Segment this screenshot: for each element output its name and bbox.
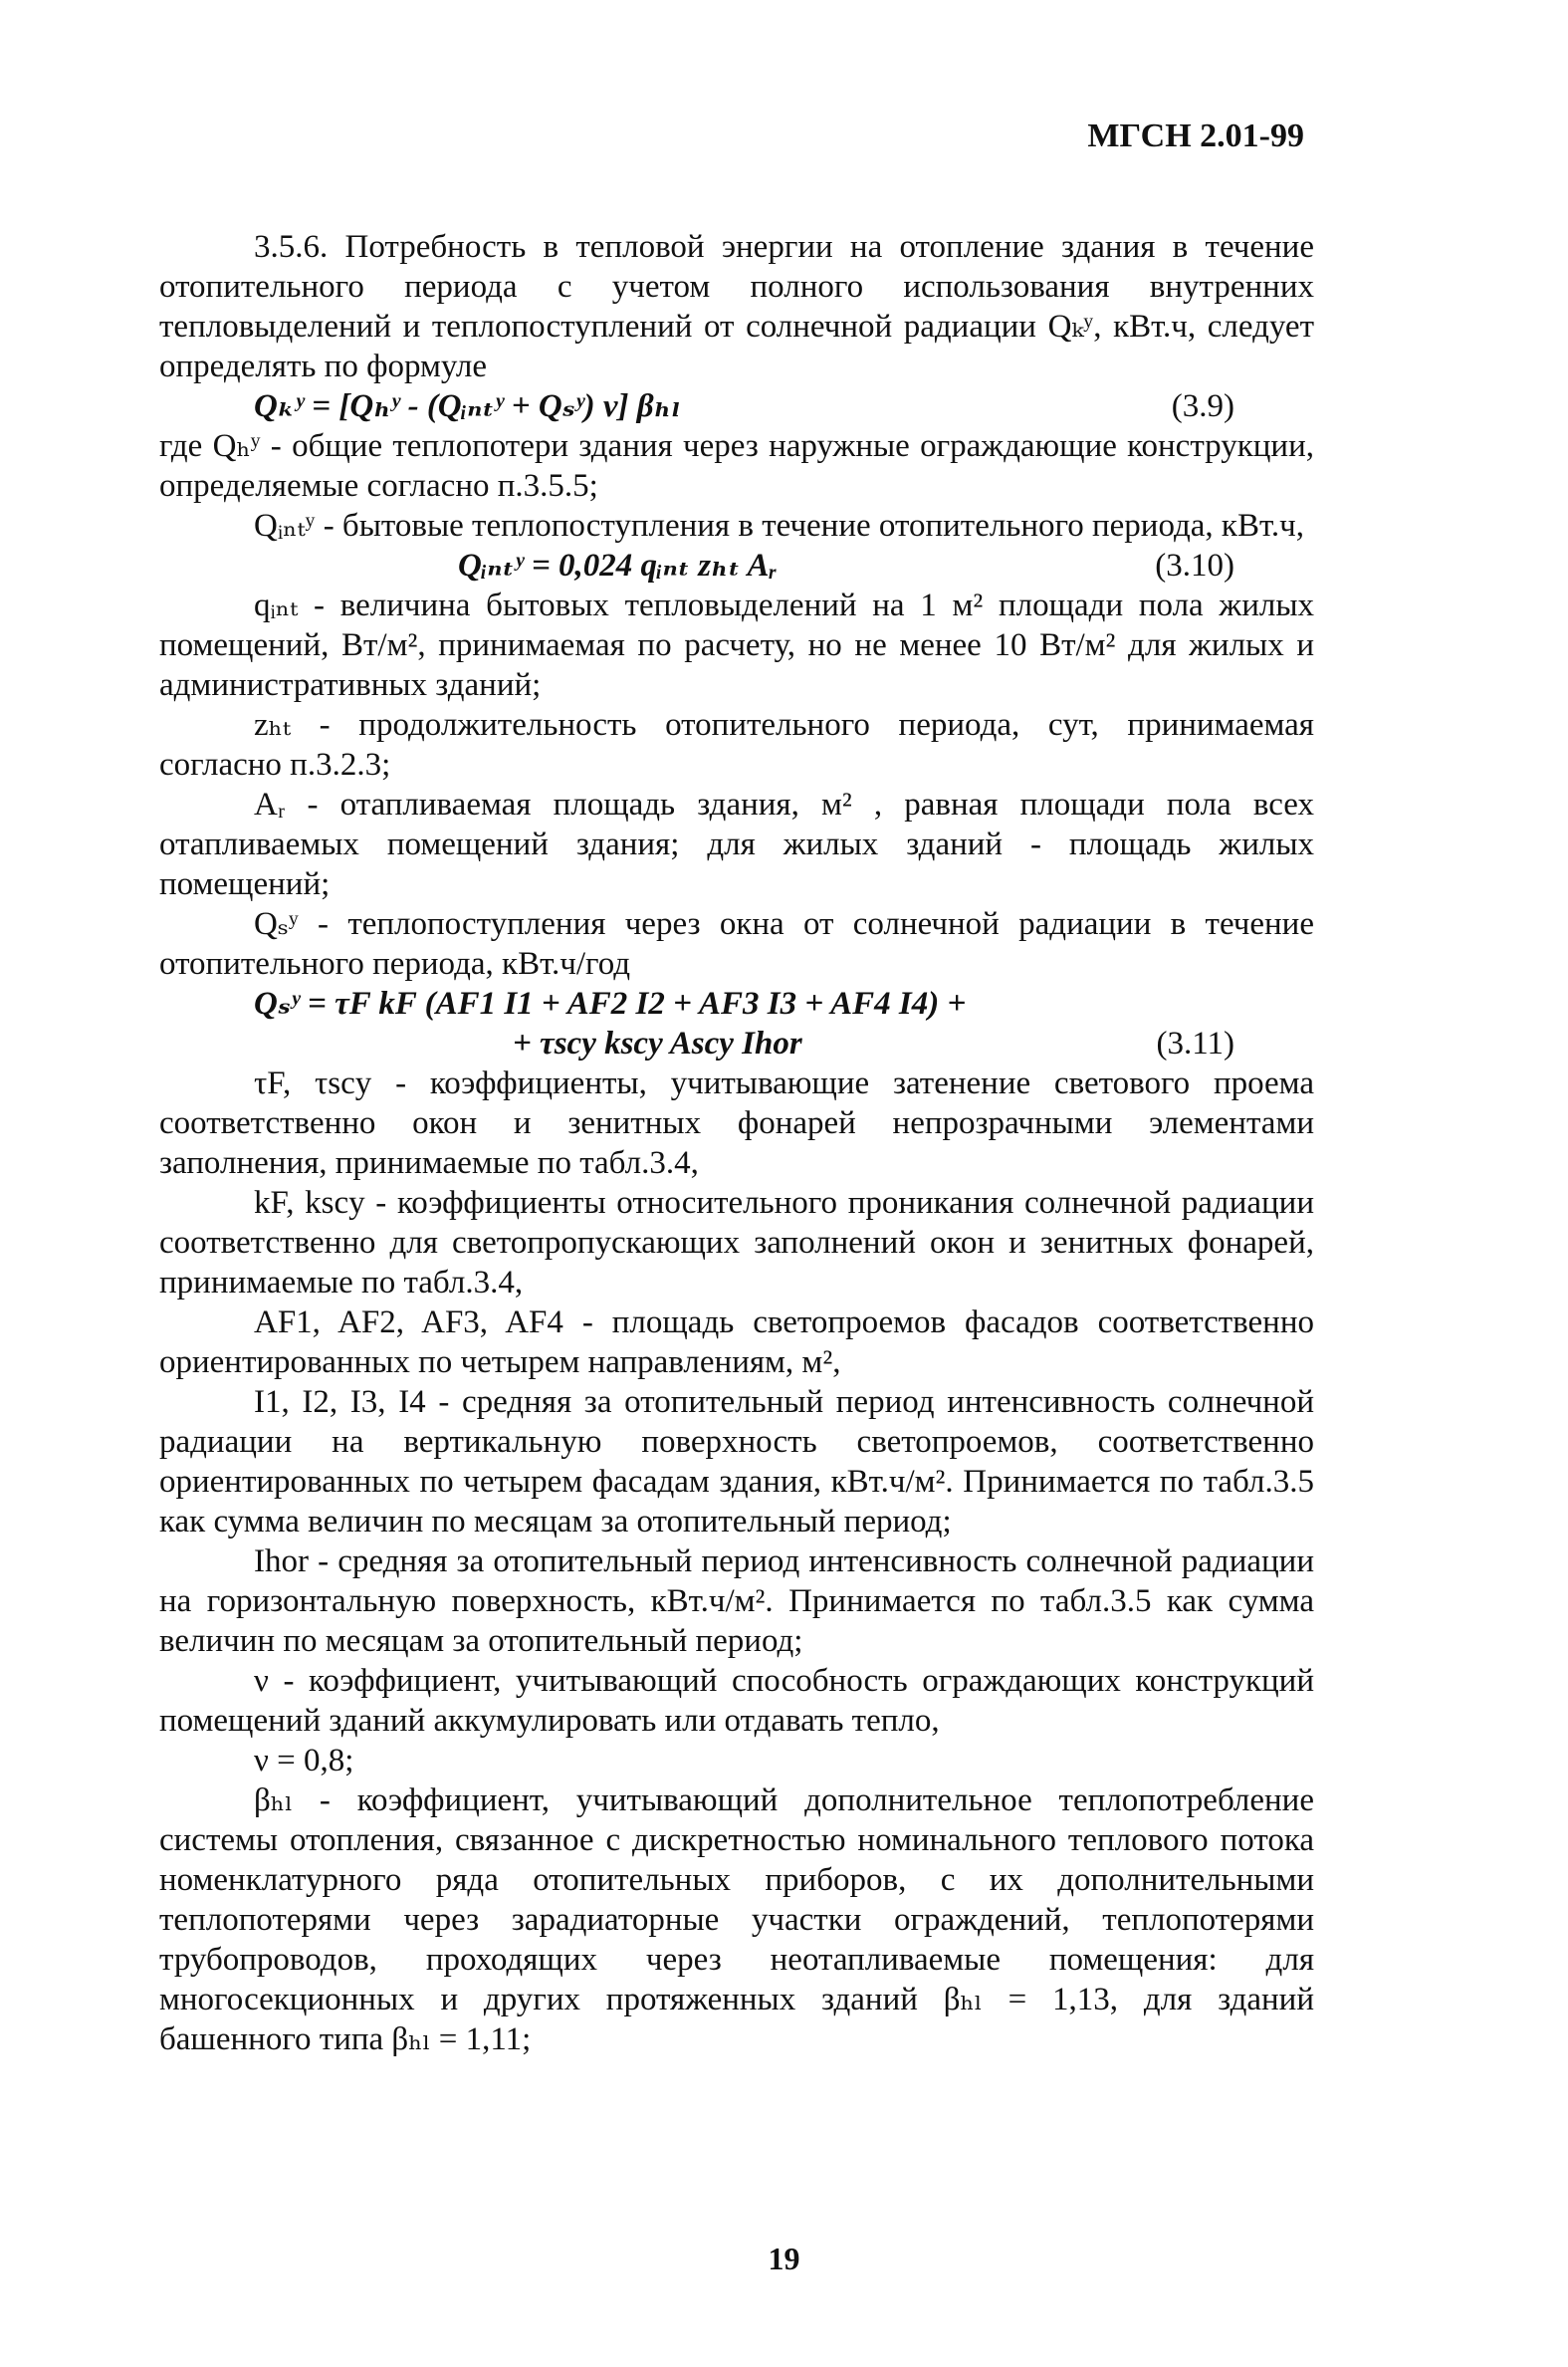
definition-q-h: где Qₕʸ - общие теплопотери здания через наружные ограждающие конструкции, определяемые согласно п.3.5.5; bbox=[159, 428, 1314, 504]
paragraph-3-5-6: 3.5.6. Потребность в тепловой энергии на отопление здания в течение отопительного периода с учетом полного использования внутренних тепловыделений и теплопоступлений от солнечной радиации Qₖʸ, кВт.ч, следует определять по формуле bbox=[159, 229, 1314, 384]
page-number: 19 bbox=[768, 2241, 800, 2276]
definition-i-hor: Ihor - средняя за отопительный период интенсивность солнечной радиации на горизонтальную поверхность, кВт.ч/м². Принимается по табл.3.5 как сумма величин по месяцам за отопительный период; bbox=[159, 1543, 1314, 1659]
definition-nu: ν - коэффициент, учитывающий способность ограждающих конструкций помещений зданий аккумулировать или отдавать тепло, bbox=[159, 1663, 1314, 1739]
formula-3-10 bbox=[159, 546, 1314, 586]
definition-q-int: Qᵢₙₜʸ - бытовые теплопоступления в течение отопительного периода, кВт.ч, bbox=[254, 508, 1305, 544]
definition-q-int-heat: qᵢₙₜ - величина бытовых тепловыделений на 1 м² площади пола жилых помещений, Вт/м², принимаемая по расчету, но не менее 10 Вт/м² для жилых и административных зданий; bbox=[159, 588, 1314, 703]
definition-z-ht: zₕₜ - продолжительность отопительного периода, сут, принимаемая согласно п.3.2.3; bbox=[159, 707, 1314, 783]
equation-number: (3.11) bbox=[1156, 1026, 1234, 1062]
definition-a-f: AF1, AF2, AF3, AF4 - площадь светопроемов фасадов соответственно ориентированных по четырем направлениям, м², bbox=[159, 1304, 1314, 1380]
formula-3-9 bbox=[159, 386, 1314, 426]
formula-3-11-line-2 bbox=[159, 1024, 1314, 1064]
equation-number: (3.9) bbox=[1171, 388, 1234, 424]
definition-k: kF, kscy - коэффициенты относительного проникания солнечной радиации соответственно для светопропускающих заполнений окон и зенитных фонарей, принимаемые по табл.3.4, bbox=[159, 1185, 1314, 1301]
value-nu: ν = 0,8; bbox=[254, 1743, 354, 1778]
definition-a-r: Aᵣ - отапливаемая площадь здания, м² , равная площади пола всех отапливаемых помещений здания; для жилых зданий - площадь жилых помещений; bbox=[159, 787, 1314, 902]
definition-beta-hl: βₕₗ - коэффициент, учитывающий дополнительное теплопотребление системы отопления, связанное с дискретностью номинального теплового потока номенклатурного ряда отопительных приборов, с их дополнительными теплопотерями через зарадиаторные участки ограждений, теплопотерями трубопроводов, проходящих через неотапливаемые помещения: для многосекционных и других протяженных зданий βₕₗ = 1,13, для зданий башенного типа βₕₗ = 1,11; bbox=[159, 1782, 1314, 2057]
definition-q-s: Qₛʸ - теплопоступления через окна от солнечной радиации в течение отопительного периода, кВт.ч/год bbox=[159, 906, 1314, 982]
formula-expression: Qₛʸ = τF kF (AF1 I1 + AF2 I2 + AF3 I3 + AF4 I4) + bbox=[254, 986, 967, 1022]
document-code-header: МГСН 2.01-99 bbox=[1087, 118, 1304, 154]
definition-i: I1, I2, I3, I4 - средняя за отопительный период интенсивность солнечной радиации на вертикальную поверхность светопроемов, соответственно ориентированных по четырем фасадам здания, кВт.ч/м². Принимается по табл.3.5 как сумма величин по месяцам за отопительный период; bbox=[159, 1384, 1314, 1539]
formula-expression: Qᵢₙₜʸ = 0,024 qᵢₙₜ zₕₜ Aᵣ bbox=[458, 548, 777, 584]
formula-3-11-line-1 bbox=[159, 984, 1314, 1024]
definition-tau: τF, τscy - коэффициенты, учитывающие затенение светового проема соответственно окон и зенитных фонарей непрозрачными элементами заполнения, принимаемые по табл.3.4, bbox=[159, 1065, 1314, 1181]
formula-expression: + τscy kscy Ascy Ihor bbox=[513, 1026, 802, 1062]
document-body bbox=[159, 227, 1314, 2059]
formula-expression: Qₖʸ = [Qₕʸ - (Qᵢₙₜʸ + Qₛʸ) ν] βₕₗ bbox=[254, 388, 681, 424]
equation-number: (3.10) bbox=[1155, 548, 1234, 584]
